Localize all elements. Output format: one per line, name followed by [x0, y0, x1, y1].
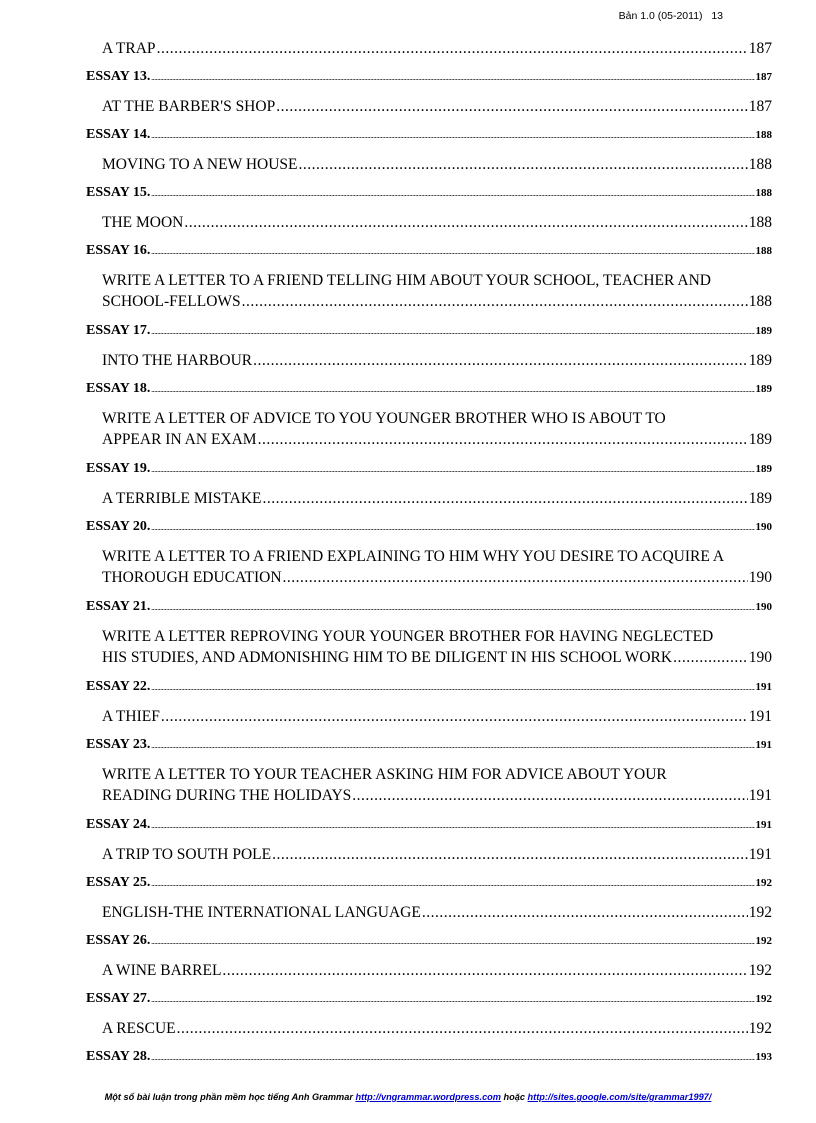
- toc-essay-heading[interactable]: [86, 673, 772, 702]
- toc-page-number: 189: [755, 325, 772, 337]
- toc-essay-title[interactable]: [86, 840, 772, 869]
- toc-essay-label: ESSAY 19.: [86, 461, 151, 476]
- toc-essay-title[interactable]: [86, 150, 772, 179]
- toc-title-text: HIS STUDIES, AND ADMONISHING HIM TO BE DILIGENT IN HIS SCHOOL WORK: [102, 649, 673, 666]
- toc-essay-title[interactable]: [86, 956, 772, 985]
- toc-essay-heading[interactable]: [86, 513, 772, 542]
- dot-leader: [276, 96, 748, 117]
- toc-title-text: ENGLISH-THE INTERNATIONAL LANGUAGE: [102, 904, 421, 921]
- dot-leader: [298, 154, 747, 175]
- toc-essay-title[interactable]: [86, 760, 772, 811]
- dot-leader: [283, 567, 748, 588]
- dot-leader: [151, 76, 754, 82]
- toc-title-text: WRITE A LETTER TO A FRIEND TELLING HIM ABOUT YOUR SCHOOL, TEACHER AND: [102, 272, 711, 289]
- dot-leader: [151, 250, 754, 256]
- toc-entry-line: [102, 960, 772, 981]
- toc-essay-label: ESSAY 14.: [86, 127, 151, 142]
- toc-essay-heading[interactable]: [86, 375, 772, 404]
- toc-entry-line: [102, 212, 772, 233]
- toc-essay-heading[interactable]: [86, 1043, 772, 1072]
- page-number: 13: [711, 10, 723, 22]
- toc-entry-line: [86, 381, 772, 397]
- toc-essay-label: ESSAY 26.: [86, 933, 151, 948]
- dot-leader: [151, 940, 754, 946]
- toc-essay-title[interactable]: [86, 34, 772, 63]
- toc-essay-title[interactable]: [86, 702, 772, 731]
- toc-essay-label: ESSAY 24.: [86, 817, 151, 832]
- toc-entry-line: [86, 599, 772, 615]
- toc-page-number: 192: [748, 962, 772, 979]
- page-header: [0, 10, 723, 22]
- toc-entry-line: [102, 38, 772, 59]
- dot-leader: [177, 1018, 748, 1039]
- toc-page-number: 187: [755, 71, 772, 83]
- toc-entry-line: [86, 185, 772, 201]
- toc-title-text: WRITE A LETTER OF ADVICE TO YOU YOUNGER BROTHER WHO IS ABOUT TO: [102, 410, 666, 427]
- toc-entry-line: [102, 902, 772, 923]
- toc-entry-line: [102, 350, 772, 371]
- version-label: Bản 1.0 (05-2011): [618, 10, 703, 22]
- toc-entry-line: [102, 1018, 772, 1039]
- toc-title-text: WRITE A LETTER TO A FRIEND EXPLAINING TO HIM WHY YOU DESIRE TO ACQUIRE A: [102, 548, 725, 565]
- toc-page-number: 191: [755, 681, 772, 693]
- toc-title-text: INTO THE HARBOUR: [102, 352, 253, 369]
- toc-entry-line: [86, 243, 772, 259]
- toc-title-text: THOROUGH EDUCATION: [102, 569, 282, 586]
- toc-title-text: WRITE A LETTER TO YOUR TEACHER ASKING HIM FOR ADVICE ABOUT YOUR: [102, 766, 667, 783]
- toc-entry-line: [86, 737, 772, 753]
- toc-page-number: 189: [748, 431, 772, 448]
- toc-entry-line: [86, 875, 772, 891]
- toc-essay-title[interactable]: [86, 542, 772, 593]
- toc-essay-label: ESSAY 25.: [86, 875, 151, 890]
- toc-title-text: READING DURING THE HOLIDAYS: [102, 787, 352, 804]
- toc-essay-label: ESSAY 28.: [86, 1049, 151, 1064]
- dot-leader: [151, 526, 754, 532]
- footer-link-google-sites[interactable]: http://sites.google.com/site/grammar1997/: [527, 1092, 712, 1102]
- toc-entry-line: [86, 1049, 772, 1065]
- toc-page-number: 188: [748, 293, 772, 310]
- toc-essay-label: ESSAY 17.: [86, 323, 151, 338]
- toc-essay-heading[interactable]: [86, 731, 772, 760]
- toc-page-number: 190: [748, 569, 772, 586]
- toc-essay-heading[interactable]: [86, 63, 772, 92]
- dot-leader: [151, 606, 754, 612]
- dot-leader: [253, 350, 748, 371]
- toc-page-number: 190: [755, 521, 772, 533]
- toc-entry-line: [102, 785, 772, 806]
- dot-leader: [422, 902, 748, 923]
- dot-leader: [352, 785, 747, 806]
- dot-leader: [263, 488, 748, 509]
- toc-page-number: 192: [748, 904, 772, 921]
- toc-page-number: 188: [748, 214, 772, 231]
- toc-page-number: 187: [748, 40, 772, 57]
- toc-entry-line: [86, 933, 772, 949]
- toc-entry-line: [86, 519, 772, 535]
- toc-essay-heading[interactable]: [86, 593, 772, 622]
- toc-essay-heading[interactable]: [86, 985, 772, 1014]
- toc-page-number: 189: [755, 463, 772, 475]
- toc-page-number: 191: [748, 787, 772, 804]
- dot-leader: [242, 291, 748, 312]
- dot-leader: [151, 192, 754, 198]
- page-footer: [0, 1092, 816, 1102]
- toc-essay-title[interactable]: [86, 622, 772, 673]
- toc-page-number: 192: [755, 993, 772, 1005]
- toc-title-text: MOVING TO A NEW HOUSE: [102, 156, 298, 173]
- dot-leader: [151, 134, 754, 140]
- dot-leader: [151, 1056, 754, 1062]
- toc-essay-heading[interactable]: [86, 121, 772, 150]
- toc-entry-line: [102, 96, 772, 117]
- toc-essay-label: ESSAY 16.: [86, 243, 151, 258]
- toc-page-number: 192: [755, 877, 772, 889]
- dot-leader: [222, 960, 747, 981]
- toc-essay-label: ESSAY 15.: [86, 185, 151, 200]
- toc-page-number: 188: [755, 245, 772, 257]
- footer-connector: hoặc: [500, 1092, 528, 1102]
- toc-essay-title[interactable]: [86, 266, 772, 317]
- toc-entry-line: [86, 991, 772, 1007]
- toc-title-text: APPEAR IN AN EXAM: [102, 431, 257, 448]
- toc-page-number: 189: [748, 352, 772, 369]
- toc-essay-heading[interactable]: [86, 811, 772, 840]
- toc-page-number: 192: [748, 1020, 772, 1037]
- dot-leader: [157, 38, 748, 59]
- toc-essay-title[interactable]: [86, 898, 772, 927]
- toc-essay-heading[interactable]: [86, 179, 772, 208]
- toc-title-text: A TRAP: [102, 40, 156, 57]
- toc-page-number: 188: [755, 187, 772, 199]
- toc-essay-title[interactable]: [86, 346, 772, 375]
- toc-entry-line: [86, 679, 772, 695]
- toc-entry-line: [102, 291, 772, 312]
- toc-title-text: A RESCUE: [102, 1020, 176, 1037]
- toc-title-text: THE MOON: [102, 214, 184, 231]
- toc-essay-heading[interactable]: [86, 237, 772, 266]
- toc-title-text: A TRIP TO SOUTH POLE: [102, 846, 272, 863]
- dot-leader: [161, 706, 748, 727]
- toc-entry-line: [102, 488, 772, 509]
- dot-leader: [151, 468, 754, 474]
- footer-text: Một số bài luận trong phần mềm học tiếng Anh Grammar: [104, 1092, 356, 1102]
- dot-leader: [184, 212, 747, 233]
- toc-page-number: 191: [755, 739, 772, 751]
- toc-page-number: 193: [755, 1051, 772, 1063]
- dot-leader: [272, 844, 748, 865]
- table-of-contents: [86, 34, 772, 1072]
- toc-entry-line: [102, 647, 772, 668]
- dot-leader: [673, 647, 748, 668]
- toc-essay-heading[interactable]: [86, 869, 772, 898]
- toc-entry-line: [102, 154, 772, 175]
- toc-entry-line: [86, 127, 772, 143]
- toc-title-text: WRITE A LETTER REPROVING YOUR YOUNGER BROTHER FOR HAVING NEGLECTED: [102, 628, 714, 645]
- toc-essay-heading[interactable]: [86, 455, 772, 484]
- toc-page-number: 190: [755, 601, 772, 613]
- toc-title-text: A WINE BARREL: [102, 962, 222, 979]
- toc-title-text: A THIEF: [102, 708, 160, 725]
- toc-page-number: 191: [755, 819, 772, 831]
- toc-title-text: AT THE BARBER'S SHOP: [102, 98, 276, 115]
- toc-entry-line: [86, 323, 772, 339]
- toc-essay-title[interactable]: [86, 208, 772, 237]
- dot-leader: [151, 388, 754, 394]
- toc-essay-label: ESSAY 21.: [86, 599, 151, 614]
- toc-entry-line: [102, 706, 772, 727]
- toc-entry-line: [86, 69, 772, 85]
- footer-link-wordpress[interactable]: http://vngrammar.wordpress.com: [355, 1092, 501, 1102]
- toc-essay-label: ESSAY 27.: [86, 991, 151, 1006]
- toc-essay-title[interactable]: [86, 404, 772, 455]
- toc-page-number: 189: [748, 490, 772, 507]
- dot-leader: [151, 998, 754, 1004]
- toc-essay-label: ESSAY 23.: [86, 737, 151, 752]
- toc-page-number: 191: [748, 708, 772, 725]
- dot-leader: [258, 429, 748, 450]
- toc-essay-heading[interactable]: [86, 927, 772, 956]
- toc-entry-line: [102, 429, 772, 450]
- toc-essay-title[interactable]: [86, 1014, 772, 1043]
- dot-leader: [151, 882, 754, 888]
- toc-entry-line: [102, 567, 772, 588]
- toc-page-number: 191: [748, 846, 772, 863]
- toc-essay-label: ESSAY 20.: [86, 519, 151, 534]
- toc-essay-title[interactable]: [86, 92, 772, 121]
- toc-entry-line: [86, 461, 772, 477]
- dot-leader: [151, 744, 754, 750]
- dot-leader: [151, 686, 754, 692]
- dot-leader: [151, 330, 754, 336]
- toc-essay-label: ESSAY 13.: [86, 69, 151, 84]
- toc-essay-title[interactable]: [86, 484, 772, 513]
- dot-leader: [151, 824, 754, 830]
- toc-page-number: 188: [755, 129, 772, 141]
- toc-page-number: 190: [748, 649, 772, 666]
- toc-essay-label: ESSAY 22.: [86, 679, 151, 694]
- toc-essay-heading[interactable]: [86, 317, 772, 346]
- toc-title-text: SCHOOL-FELLOWS: [102, 293, 241, 310]
- toc-essay-label: ESSAY 18.: [86, 381, 151, 396]
- toc-entry-line: [86, 817, 772, 833]
- toc-page-number: 189: [755, 383, 772, 395]
- toc-entry-line: [102, 844, 772, 865]
- toc-title-text: A TERRIBLE MISTAKE: [102, 490, 262, 507]
- toc-page-number: 192: [755, 935, 772, 947]
- toc-page-number: 188: [748, 156, 772, 173]
- toc-page-number: 187: [748, 98, 772, 115]
